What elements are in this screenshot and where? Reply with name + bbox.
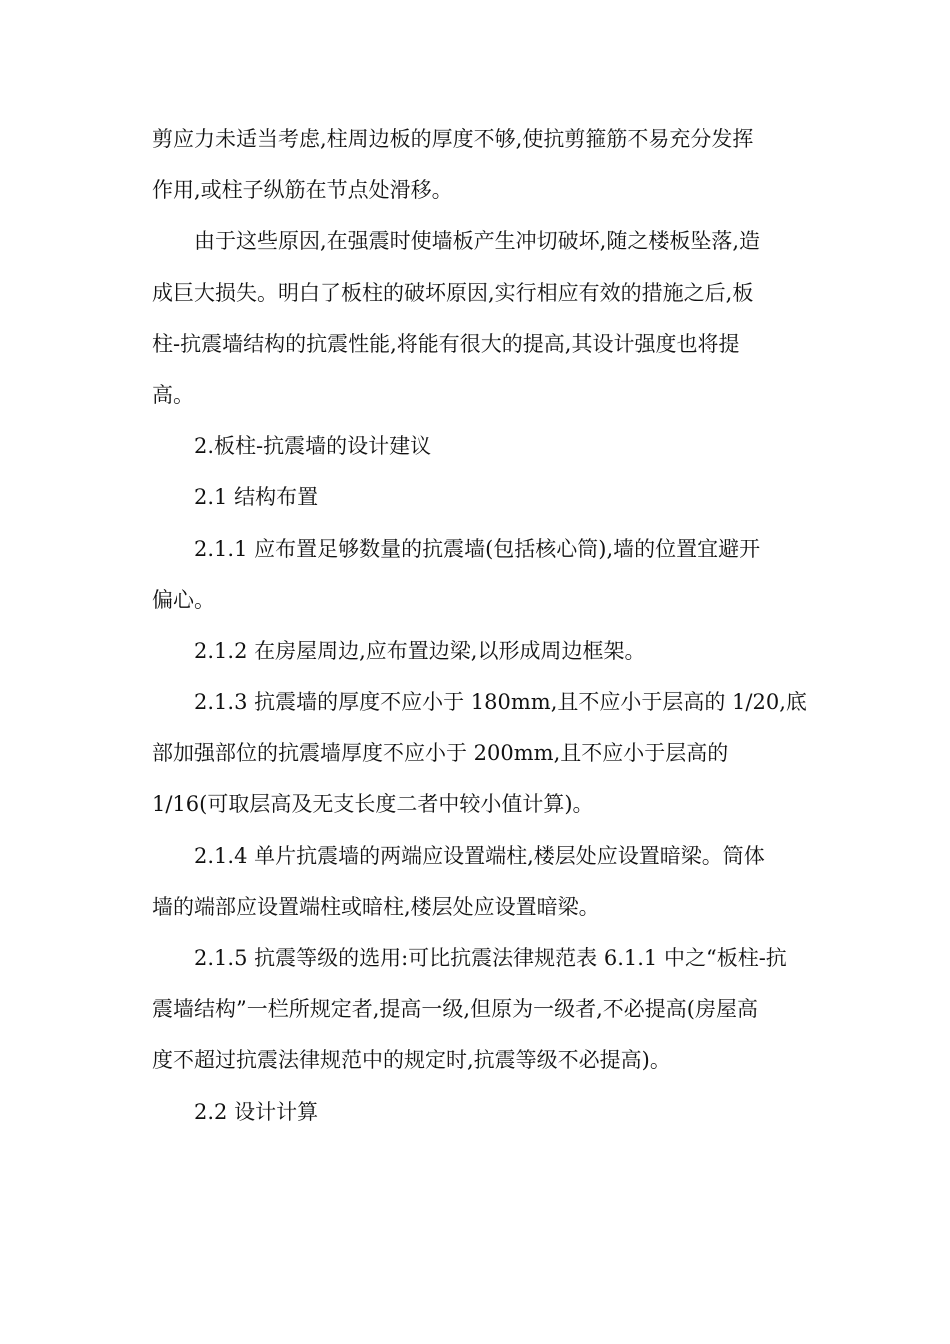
text-line: 柱-抗震墙结构的抗震性能,将能有很大的提高,其设计强度也将提 [152, 331, 740, 356]
text-line: 2.1.1 应布置足够数量的抗震墙(包括核心筒),墙的位置宜避开 [194, 536, 761, 561]
subsection-heading: 2.2 设计计算 [194, 1099, 319, 1124]
text-line: 剪应力未适当考虑,柱周边板的厚度不够,使抗剪箍筋不易充分发挥 [152, 127, 754, 151]
text-line: 2.1.5 抗震等级的选用:可比抗震法律规范表 6.1.1 中之“板柱-抗 [194, 946, 787, 970]
text-line: 2.1.4 单片抗震墙的两端应设置端柱,楼层处应设置暗梁。筒体 [194, 843, 765, 868]
section-heading: 2.板柱-抗震墙的设计建议 [194, 434, 432, 459]
text-line: 由于这些原因,在强震时使墙板产生冲切破坏,随之楼板坠落,造 [194, 229, 761, 254]
text-line: 作用,或柱子纵筋在节点处滑移。 [152, 178, 453, 203]
text-line: 高。 [152, 382, 194, 407]
text-line: 震墙结构”一栏所规定者,提高一级,但原为一级者,不必提高(房屋高 [152, 997, 758, 1022]
text-line: 偏心。 [152, 587, 215, 612]
document-body [152, 114, 807, 1138]
text-line: 2.1.3 抗震墙的厚度不应小于 180mm,且不应小于层高的 1/20,底 [194, 690, 807, 715]
subsection-heading: 2.1 结构布置 [194, 485, 319, 510]
text-line: 度不超过抗震法律规范中的规定时,抗震等级不必提高)。 [152, 1048, 671, 1073]
text-line: 2.1.2 在房屋周边,应布置边梁,以形成周边框架。 [194, 638, 646, 663]
text-line: 墙的端部应设置端柱或暗柱,楼层处应设置暗梁。 [152, 894, 600, 919]
text-line: 1/16(可取层高及无支长度二者中较小值计算)。 [152, 792, 594, 817]
text-line: 成巨大损失。明白了板柱的破坏原因,实行相应有效的措施之后,板 [152, 280, 754, 305]
text-line: 部加强部位的抗震墙厚度不应小于 200mm,且不应小于层高的 [152, 741, 729, 766]
